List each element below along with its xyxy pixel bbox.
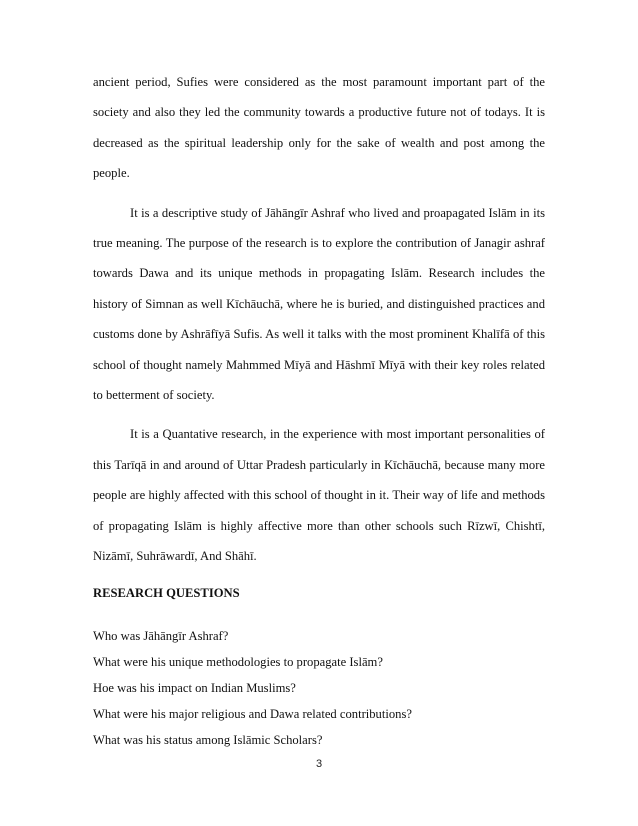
paragraph-research-method: It is a Quantative research, in the experience with most important personalities of this Tarīqā in and around of Uttar Pradesh particularly in Kīchāuchā, because many more people are highly affected with this school of thought in it. Their way of life and methods of propagating Islām is highly affective more than other schools such Rīzwī, Chishtī, Nizāmī, Suhrāwardī, And Shāhī. bbox=[93, 427, 545, 564]
research-question: What were his major religious and Dawa related contributions? bbox=[93, 707, 412, 722]
research-question: Who was Jāhāngīr Ashraf? bbox=[93, 628, 229, 643]
page-number: 3 bbox=[315, 758, 323, 770]
section-heading: RESEARCH QUESTIONS bbox=[93, 585, 240, 600]
paragraph-study-description: It is a descriptive study of Jāhāngīr Ashraf who lived and proapagated Islām in its true meaning. The purpose of the research is to explore the contribution of Janagir ashraf towards Dawa and its unique methods in propagating Islām. Research includes the history of Simnan as well Kīchāuchā, where he is buried, and distinguished practices and customs done by Ashrāfīyā Sufis. As well it talks with the most prominent Khalīfā of this school of thought namely Mahmmed Mīyā and Hāshmī Mīyā with their key roles related to betterment of society. bbox=[93, 205, 545, 403]
research-question: What were his unique methodologies to propagate Islām? bbox=[93, 654, 383, 669]
page-body bbox=[93, 67, 545, 754]
research-question: Hoe was his impact on Indian Muslims? bbox=[93, 680, 296, 695]
paragraph-intro-continuation: ancient period, Sufies were considered as the most paramount important part of the society and also they led the community towards a productive future not of todays. It is decreased as the spiritual leadership only for the sake of wealth and post among the people. bbox=[93, 75, 545, 181]
research-questions-list bbox=[93, 623, 545, 754]
research-question: What was his status among Islāmic Scholars? bbox=[93, 733, 323, 748]
